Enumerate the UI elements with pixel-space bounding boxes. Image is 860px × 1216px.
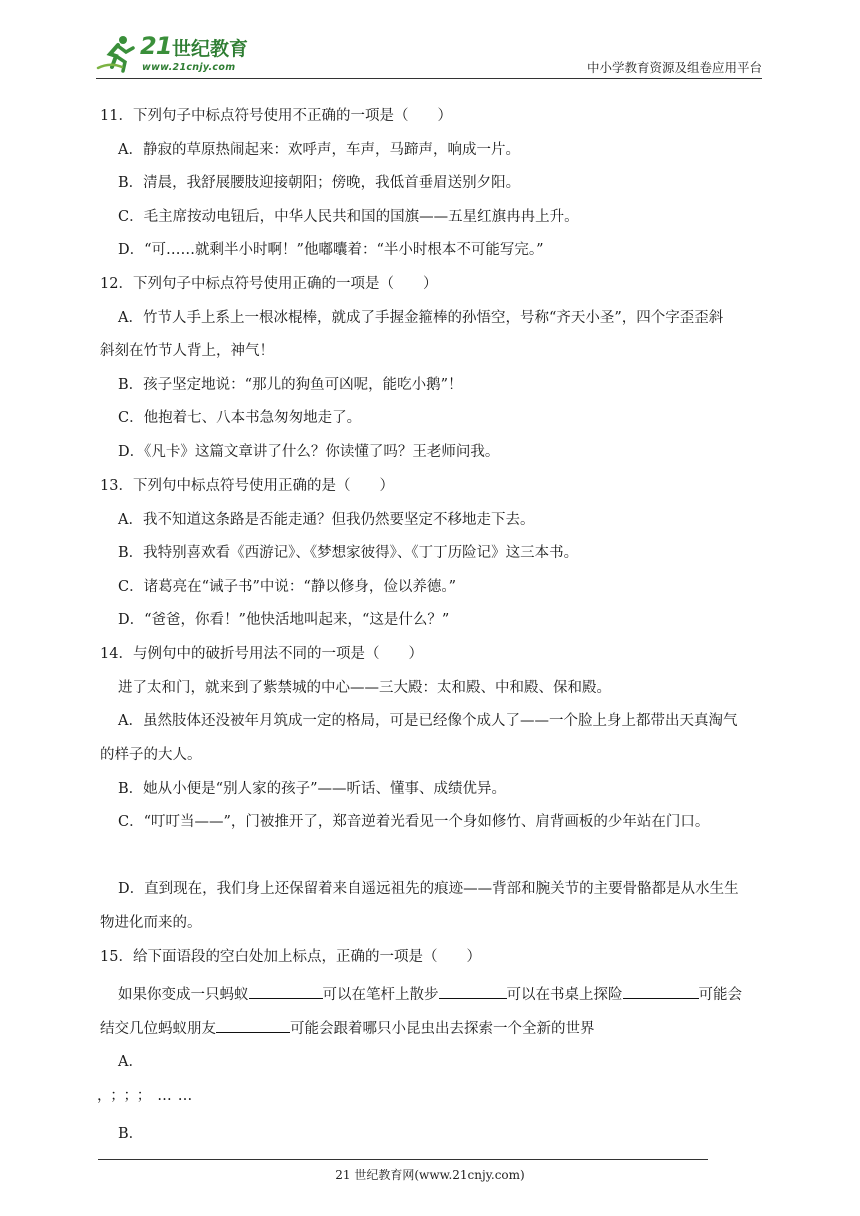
passage-segment: 可能会 bbox=[698, 987, 742, 1003]
question-13-stem: 13．下列句中标点符号使用正确的是（ ） bbox=[100, 478, 394, 494]
question-12-stem: 12．下列句子中标点符号使用正确的一项是（ ） bbox=[100, 276, 438, 292]
question-11-option-b: B．清晨，我舒展腰肢迎接朝阳；傍晚，我低首垂眉送别夕阳。 bbox=[118, 175, 521, 191]
logo-text: 世纪教育 bbox=[172, 38, 249, 60]
question-11-stem: 11．下列句子中标点符号使用不正确的一项是（ ） bbox=[100, 108, 452, 124]
question-12-option-a-line1: A．竹节人手上系上一根冰棍棒，就成了手握金箍棒的孙悟空，号称“齐天小圣”，四个字歪歪斜 bbox=[118, 310, 724, 326]
answer-blank bbox=[623, 982, 699, 999]
question-15-passage-line1 bbox=[118, 982, 742, 1005]
question-15-option-a-label: A． bbox=[118, 1054, 143, 1070]
question-14-option-a-line2: 的样子的大人。 bbox=[100, 747, 202, 763]
passage-segment: 如果你变成一只蚂蚁 bbox=[118, 987, 249, 1003]
question-15-option-a-marks: ，；；；…… bbox=[97, 1088, 199, 1104]
answer-blank bbox=[249, 982, 323, 999]
question-13-option-d: D．“爸爸，你看！”他快活地叫起来，“这是什么？” bbox=[118, 612, 450, 628]
footer-divider bbox=[98, 1159, 708, 1160]
passage-segment: 可以在笔杆上散步 bbox=[322, 987, 439, 1003]
question-14-option-a-line1: A．虽然肢体还没被年月筑成一定的格局，可是已经像个成人了——一个脸上身上都带出天真淘气 bbox=[118, 713, 738, 729]
question-12-option-b: B．孩子坚定地说：“那儿的狗鱼可凶呢，能吃小鹅”！ bbox=[118, 377, 463, 393]
answer-blank bbox=[439, 982, 507, 999]
question-13-option-a: A．我不知道这条路是否能走通？但我仍然要坚定不移地走下去。 bbox=[118, 512, 535, 528]
question-14-option-b: B．她从小便是“别人家的孩子”——听话、懂事、成绩优异。 bbox=[118, 781, 506, 797]
logo-url: www.21cnjy.com bbox=[142, 62, 236, 73]
header-tagline: 中小学教育资源及组卷应用平台 bbox=[586, 60, 762, 75]
passage-segment: 结交几位蚂蚁朋友 bbox=[100, 1021, 216, 1037]
question-11-option-d: D．“可……就剩半小时啊！”他嘟囔着：“半小时根本不可能写完。” bbox=[118, 242, 544, 258]
question-15-passage-line2 bbox=[100, 1016, 595, 1039]
header-divider bbox=[96, 78, 762, 79]
question-13-option-c: C．诸葛亮在“诫子书”中说：“静以修身，俭以养德。” bbox=[118, 579, 456, 595]
site-logo bbox=[96, 32, 266, 76]
question-12-option-c: C．他抱着七、八本书急匆匆地走了。 bbox=[118, 410, 362, 426]
question-11-option-a: A．静寂的草原热闹起来：欢呼声，车声，马蹄声，响成一片。 bbox=[118, 142, 520, 158]
question-14-option-c: C．“叮叮当——”，门被推开了，郑音逆着光看见一个身如修竹、肩背画板的少年站在门口。 bbox=[118, 814, 710, 830]
passage-segment: 可能会跟着哪只小昆虫出去探索一个全新的世界 bbox=[290, 1021, 595, 1037]
logo-number: 21 bbox=[140, 32, 172, 60]
question-13-option-b: B．我特别喜欢看《西游记》、《梦想家彼得》、《丁丁历险记》这三本书。 bbox=[118, 545, 579, 561]
question-15-option-b-label: B． bbox=[118, 1126, 144, 1142]
runner-logo-icon bbox=[96, 34, 140, 74]
question-14-option-d-line1: D．直到现在，我们身上还保留着来自遥远祖先的痕迹——背部和腕关节的主要骨骼都是从水生生 bbox=[118, 881, 739, 897]
question-14-stem: 14．与例句中的破折号用法不同的一项是（ ） bbox=[100, 646, 423, 662]
question-14-option-d-line2: 物进化而来的。 bbox=[100, 915, 202, 931]
question-14-example: 进了太和门，就来到了紫禁城的中心——三大殿：太和殿、中和殿、保和殿。 bbox=[118, 680, 611, 696]
answer-blank bbox=[216, 1016, 290, 1033]
page-header bbox=[96, 30, 762, 78]
question-12-option-d: D．《凡卡》这篇文章讲了什么？你读懂了吗？王老师问我。 bbox=[118, 444, 500, 460]
question-11-option-c: C．毛主席按动电钮后，中华人民共和国的国旗——五星红旗冉冉上升。 bbox=[118, 209, 579, 225]
passage-segment: 可以在书桌上探险 bbox=[506, 987, 623, 1003]
page-footer: 21 世纪教育网(www.21cnjy.com) bbox=[335, 1168, 525, 1182]
question-15-stem: 15．给下面语段的空白处加上标点，正确的一项是（ ） bbox=[100, 949, 481, 965]
question-12-option-a-line2: 斜刻在竹节人背上，神气！ bbox=[100, 343, 274, 359]
